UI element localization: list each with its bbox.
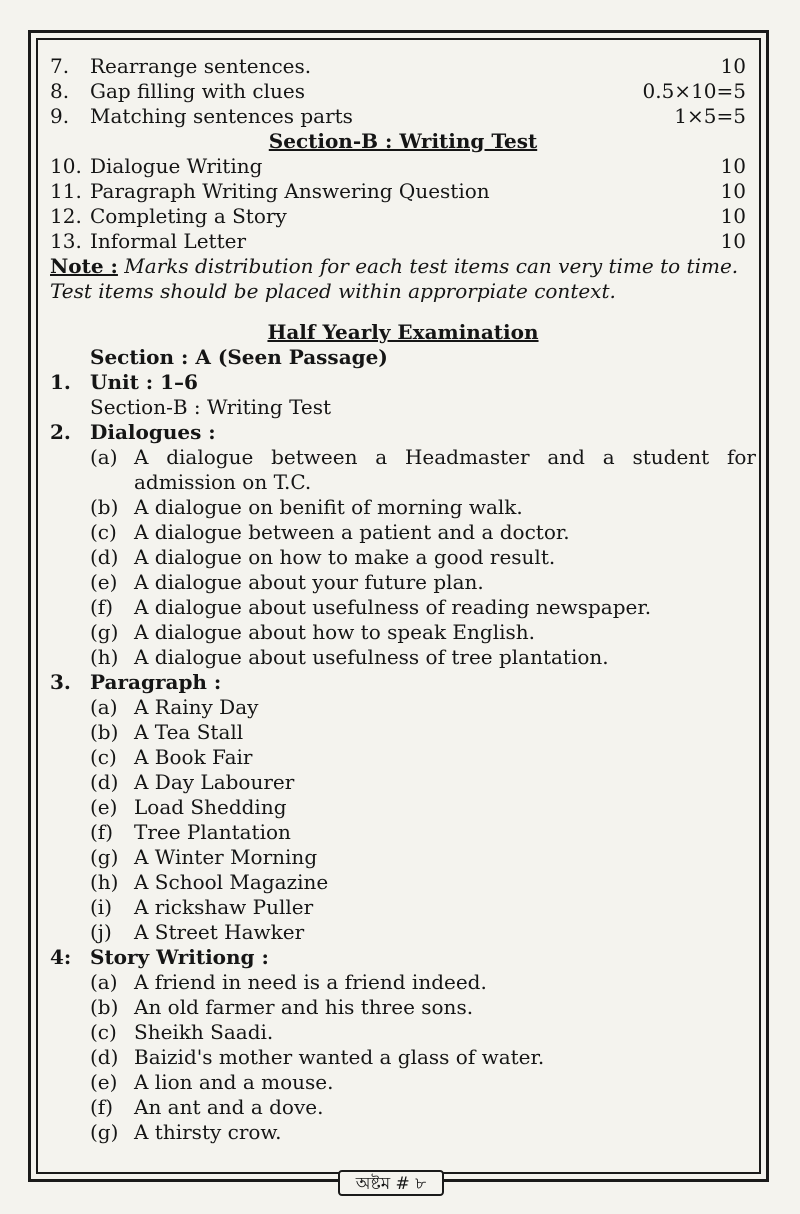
item-text: A thirsty crow.	[134, 1120, 282, 1144]
test-item-row	[50, 79, 756, 104]
story-item	[50, 1045, 756, 1070]
item-text: Sheikh Saadi.	[134, 1020, 274, 1044]
note-label: Note :	[50, 254, 118, 278]
dialogue-item	[50, 495, 756, 520]
paragraph-item	[50, 745, 756, 770]
section-b-subheading: Section-B : Writing Test	[90, 395, 332, 419]
item-label: (f)	[90, 595, 114, 619]
item-marks: 10	[720, 54, 746, 78]
item-number: 12.	[50, 204, 82, 228]
writing-items-list	[50, 154, 756, 254]
item-label: (g)	[90, 620, 119, 644]
item-number: 13.	[50, 229, 82, 253]
item-text: Load Shedding	[134, 795, 287, 819]
paragraph-item	[50, 770, 756, 795]
item-text: A dialogue on benifit of morning walk.	[134, 495, 523, 519]
writing-item-row	[50, 204, 756, 229]
item-text: Matching sentences parts	[90, 104, 353, 128]
dialogue-item	[50, 620, 756, 645]
paragraph-title: Paragraph :	[90, 670, 222, 694]
item-label: (g)	[90, 1120, 119, 1144]
page-number-footer: অষ্টম # ৮	[338, 1170, 444, 1196]
story-title: Story Writiong :	[90, 945, 269, 969]
item-label: (b)	[90, 720, 119, 744]
dialogue-item	[50, 595, 756, 620]
dialogues-num: 2.	[50, 420, 71, 444]
item-marks: 10	[720, 179, 746, 203]
item-text: Dialogue Writing	[90, 154, 263, 178]
dialogue-item	[50, 645, 756, 670]
story-item	[50, 1020, 756, 1045]
item-label: (a)	[90, 970, 118, 994]
paragraph-list	[50, 695, 756, 945]
item-text: Informal Letter	[90, 229, 247, 253]
item-label: (d)	[90, 770, 119, 794]
item-label: (b)	[90, 995, 119, 1019]
item-text: A dialogue between a patient and a doctor.	[134, 520, 570, 544]
item-text: A Winter Morning	[134, 845, 318, 869]
note-text	[50, 254, 756, 304]
dialogue-item	[50, 520, 756, 545]
item-text: Paragraph Writing Answering Question	[90, 179, 490, 203]
item-number: 8.	[50, 79, 70, 103]
paragraph-item	[50, 845, 756, 870]
item-text: A dialogue about usefulness of tree plantation.	[134, 645, 609, 669]
item-text: A Street Hawker	[134, 920, 305, 944]
paragraph-item	[50, 695, 756, 720]
item-label: (g)	[90, 845, 119, 869]
item-number: 10.	[50, 154, 82, 178]
note-body: Marks distribution for each test items can very time to time. Test items should be placed within approrpiate context.	[50, 254, 739, 303]
dialogue-item	[50, 545, 756, 570]
item-text: Gap filling with clues	[90, 79, 305, 103]
top-items-list	[50, 54, 756, 129]
paragraph-item	[50, 895, 756, 920]
story-heading	[50, 945, 756, 970]
item-label: (d)	[90, 545, 119, 569]
item-text: A dialogue about usefulness of reading newspaper.	[134, 595, 652, 619]
item-text: A rickshaw Puller	[134, 895, 314, 919]
item-label: (b)	[90, 495, 119, 519]
item-label: (d)	[90, 1045, 119, 1069]
item-label: (h)	[90, 645, 119, 669]
story-item	[50, 970, 756, 995]
item-text: A Tea Stall	[134, 720, 244, 744]
story-item	[50, 1095, 756, 1120]
item-number: 9.	[50, 104, 70, 128]
item-label: (e)	[90, 1070, 118, 1094]
paragraph-item	[50, 795, 756, 820]
dialogues-title: Dialogues :	[90, 420, 216, 444]
item-text: A dialogue between a Headmaster and a student for admission on T.C.	[134, 445, 756, 494]
item-label: (c)	[90, 1020, 117, 1044]
story-item	[50, 995, 756, 1020]
paragraph-num: 3.	[50, 670, 71, 694]
item-text: Completing a Story	[90, 204, 287, 228]
item-marks: 1×5=5	[674, 104, 746, 128]
item-text: An ant and a dove.	[134, 1095, 324, 1119]
item-label: (a)	[90, 695, 118, 719]
paragraph-item	[50, 720, 756, 745]
story-item	[50, 1070, 756, 1095]
syllabus-content	[50, 54, 756, 1145]
section-b-heading: Section-B : Writing Test	[268, 129, 538, 153]
item-text: A Rainy Day	[134, 695, 259, 719]
item-label: (h)	[90, 870, 119, 894]
item-marks: 10	[720, 154, 746, 178]
test-item-row	[50, 54, 756, 79]
item-text: A Book Fair	[134, 745, 253, 769]
half-yearly-heading: Half Yearly Examination	[267, 320, 539, 344]
item-text: A lion and a mouse.	[134, 1070, 334, 1094]
item-label: (a)	[90, 445, 118, 469]
item-text: Rearrange sentences.	[90, 54, 312, 78]
item-text: A dialogue on how to make a good result.	[134, 545, 556, 569]
paragraph-item	[50, 870, 756, 895]
item-text: A Day Labourer	[134, 770, 295, 794]
writing-item-row	[50, 154, 756, 179]
story-item	[50, 1120, 756, 1145]
item-text: A dialogue about your future plan.	[134, 570, 484, 594]
unit-num: 1.	[50, 370, 71, 394]
item-label: (f)	[90, 1095, 114, 1119]
story-num: 4:	[50, 945, 72, 969]
item-label: (c)	[90, 520, 117, 544]
unit-text: Unit : 1–6	[90, 370, 198, 394]
item-label: (c)	[90, 745, 117, 769]
test-item-row	[50, 104, 756, 129]
item-text: An old farmer and his three sons.	[134, 995, 474, 1019]
item-label: (j)	[90, 920, 112, 944]
item-marks: 10	[720, 204, 746, 228]
paragraph-item	[50, 920, 756, 945]
dialogue-item	[50, 445, 756, 495]
dialogues-heading	[50, 420, 756, 445]
item-text: A friend in need is a friend indeed.	[134, 970, 487, 994]
item-label: (e)	[90, 570, 118, 594]
item-number: 7.	[50, 54, 70, 78]
item-marks: 0.5×10=5	[642, 79, 746, 103]
unit-row	[50, 370, 756, 395]
writing-item-row	[50, 179, 756, 204]
item-number: 11.	[50, 179, 82, 203]
item-label: (e)	[90, 795, 118, 819]
dialogue-item	[50, 570, 756, 595]
item-text: A School Magazine	[134, 870, 329, 894]
item-label: (f)	[90, 820, 114, 844]
paragraph-item	[50, 820, 756, 845]
writing-item-row	[50, 229, 756, 254]
item-label: (i)	[90, 895, 113, 919]
item-text: Tree Plantation	[134, 820, 291, 844]
story-list	[50, 970, 756, 1145]
paragraph-heading	[50, 670, 756, 695]
item-text: A dialogue about how to speak English.	[134, 620, 535, 644]
dialogue-list	[50, 445, 756, 670]
section-a-heading: Section : A (Seen Passage)	[90, 345, 388, 369]
item-marks: 10	[720, 229, 746, 253]
item-text: Baizid's mother wanted a glass of water.	[134, 1045, 545, 1069]
